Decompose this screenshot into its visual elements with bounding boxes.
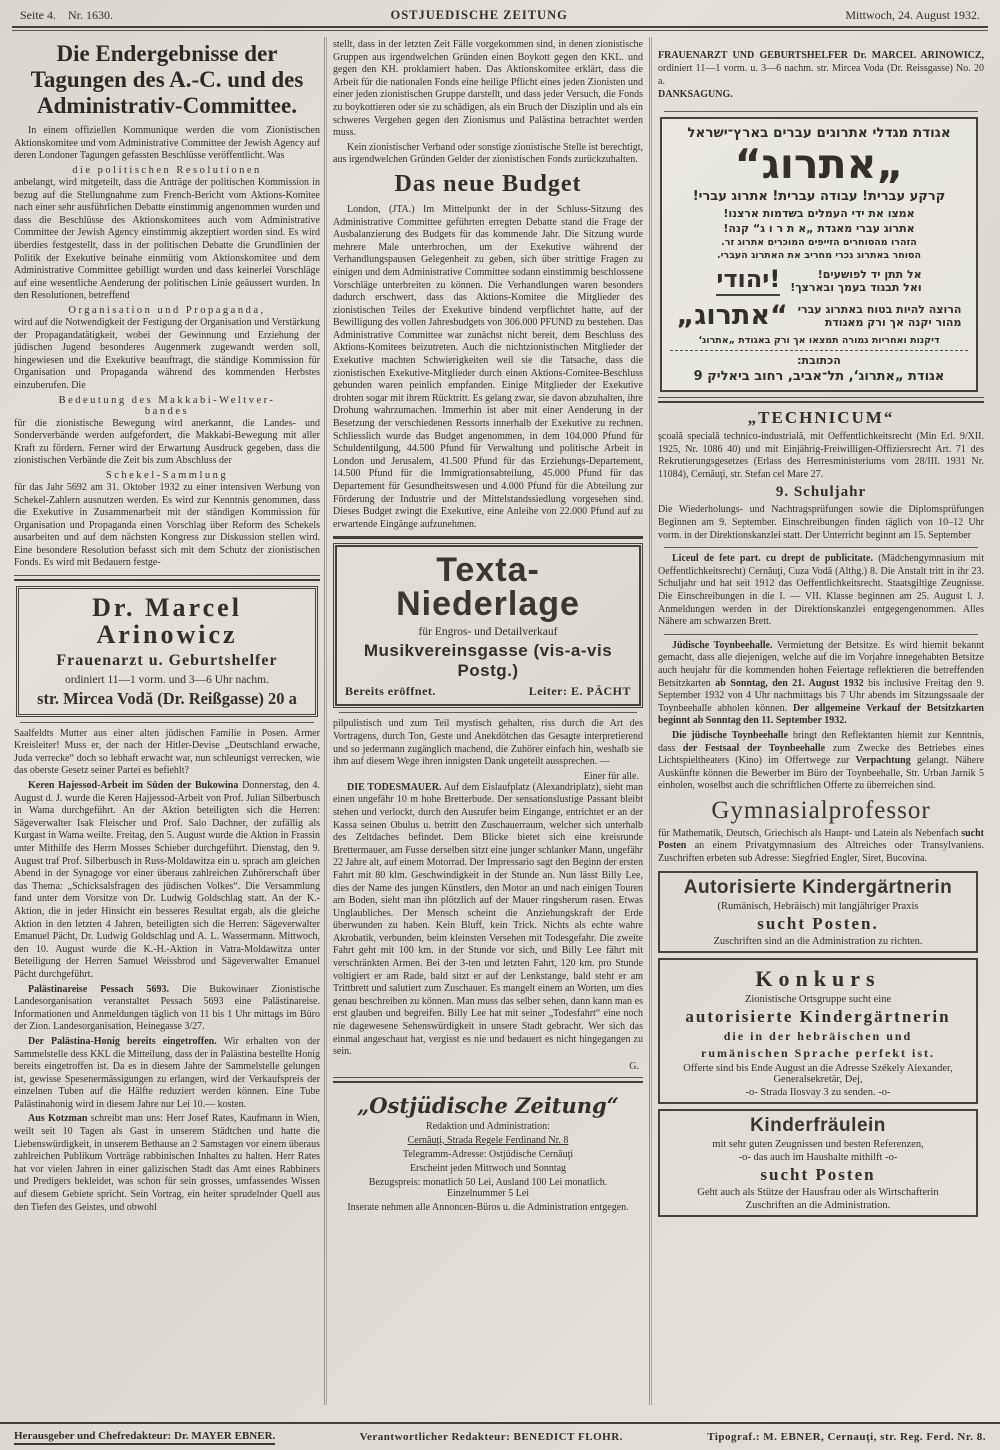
ad-texta-subtitle: für Engros- und Detailverkauf <box>418 626 558 639</box>
masthead-rule <box>12 26 988 31</box>
paragraph: In einem offiziellen Kommunique werden die vom Zionistischen Aktionskomitee und vom Administrative Committee der Jewish Agency auf deren Londoner Tagungen gefassten Beschlüsse veröffentlicht. Was <box>14 125 320 162</box>
ad-arinowicz-address: str. Mircea Vodă (Dr. Reißgasse) 20 a <box>37 688 297 708</box>
etrog-line: אגודת מגדלי אתרוגים עברים בארץ־ישראל <box>687 125 951 141</box>
footer-printer: Tipograf.: M. EBNER, Cernauţi, str. Reg. Ferd. Nr. 8. <box>707 1431 986 1443</box>
article-budget-body: London, (JTA.) Im Mittelpunkt der in der Schluss-Sitzung des Administrative Committee geführten erregten Debatte stand die Frage der Ausbalanzierung des Budgets für das kommende Jahr. Die Sitzung wurde mehrere Male unterbrochen, um der Exekutive während der Verhandlungspausen Gelegenheit zu geben, sich über strittige Fragen zu einigen und dem Administrative Committee sodann einstimmig beschlossene Vorschläge unterbreiten zu können. Die Verhandlungen waren besonders dadurch erschwert, dass das Aktions-Komitee die Mitglieder des zionistischen Teiles der Exekutive bindend verpflichtet hatte, auf der Bewilligung des vollen Jahresbudgets von 306.000 PFUND zu bestehen. Das Administrative Committee war zunächst nicht bereit, dem Beschluss des Aktions-Komitees beizutreten. Auch die nichtzionistischen Mitglieder der Exekutive machten Schwierigkeiten weil sie die Tatsache, dass die zionistischen Exekutive-Mitglieder durch einen Aktions-Comitee-Beschluss gebunden waren peinlich empfanden. Einige Mitglieder der Exekutive drohten sogar mit ihrem Rücktritt. Es gelang zwar, sie davon abzuhalten, ihre Drohung wahrzumachen. Immerhin ist aber mit einer Aenderung in der Besetzung der verschiedenen Ressorts innerhalb der Exekutive zu rechnen. Schliesslich wurde das Budget angenommen, in dem 104.000 Pfund für Schuldentilgung, 44.500 Pfund für Verwaltung und politische Arbeit in London und Jerusalem, 41.500 Pfund für das Erziehungs-Departement, 14.500 Pfund für die Immigrationsabteilung, 45.000 Pfund für das Departement für Gesundheitswesen und 4.000 Pfund für die Abteilung zur Förderung der Industrie und der Mittelstandssiedlung vorgesehen sind. Dieses Budget zwingt die Exekutive, eine Anleihe von 22.000 Pfund auf zu erwartende Eingänge aufzunehmen. <box>333 203 643 530</box>
subheading-makkabi: Bedeutung des Makkabi-Weltver- bandes <box>58 394 276 417</box>
column-middle <box>327 37 649 1405</box>
section-rule <box>664 111 978 112</box>
ad-etrog-box <box>660 117 978 392</box>
ad-konkurs-box: Konkurs Zionistische Ortsgruppe sucht eine autorisierte Kindergärtnerin die in der hebräischen und rumänischen Sprache perfekt ist. Offerte sind bis Ende August an die Adresse Székely Alexander, Generalsekretär, Dej, -o- Strada Ilosvay 3 zu senden. -o- <box>658 958 978 1104</box>
impressum-line: Erscheint jeden Mittwoch und Sonntag <box>409 1162 567 1174</box>
section-rule <box>658 397 984 403</box>
notice-toynbeehalle-2: Die jüdische Toynbeehalle bringt den Reflektanten hiemit zur Kenntnis, dass der Festsaal der Toynbeehalle zum Zwecke des Betriebes eines Lichtspieltheaters (Kino) im Offertwege zur Verpachtung gelangt. Nähere Auskünfte können die Bewerber im Büro der Toynbeehalle, Str. Urban Jarnik 5 einholen, woselbst auch die schriftlichen Offerte zu überreichen sind. <box>658 729 985 792</box>
paragraph-saalfeldt: Saalfeldts Mutter aus einer alten jüdischen Familie in Posen. Armer Kreisleiter! Muss er, der nach der Hitler-Devise „Deutschland erwache, Juda verrecke“ doch so lebhaft erwacht war, nun schleunigst verrecken, wie das oberste Gesetz seiner Partei es befiehlt? <box>14 727 320 777</box>
signature-row <box>333 771 643 782</box>
ad-texta-street: Musikvereinsgasse (vis-a-vis Postg.) <box>363 641 613 681</box>
masthead-left <box>20 8 113 23</box>
etrog-line: דיקנות ואחריות גמורה תמצאו אך ורק באגודת „אתרוג‘ <box>698 335 940 347</box>
section-rule <box>339 712 637 713</box>
article-title-endergebnisse: Die Endergebnisse der Tagungen des A.-C. und des Administrativ-Committee. <box>30 41 304 118</box>
newspaper-title: OSTJUEDISCHE ZEITUNG <box>390 8 568 22</box>
section-rule <box>333 536 643 539</box>
ad-arinowicz-hours: ordiniert 11—1 vorm. und 3—6 Uhr nachm. <box>65 673 269 686</box>
notice-danksagung: DANKSAGUNG. <box>658 89 733 100</box>
ad-gymnasialprofessor-body: für Mathematik, Deutsch, Griechisch als Haupt- und Latein als Nebenfach sucht Posten an einem Privatgymnasium des Altreiches oder Transylvaniens. Zuschriften erbeten sub Adresse: Siegfried Engler, Siret, Bucovina. <box>658 827 985 865</box>
paragraph: für die zionistische Bewegung wird anerkannt, die Landes- und Sonderverbände werden aufgefordert, die Makkabi-Bewegung mit aller Kraft zu fördern. Ferner wird der Erwartung Ausdruck gegeben, dass die zionistischen Verbände die Zeit bis zum Abschluss der <box>14 417 320 467</box>
article-todesmauer: DIE TODESMAUER. Auf dem Eislaufplatz (Alexandriplatz), sieht man einen ungefähr 10 m hohe Bretterbude. Der sensationslustige Passant bleibt stehen und verlockt, durch den Ausrufer beim Eingange, entrichtet er an der Kassa seinen Obulus u. betritt den Zuschauerraum, welcher sich unterhalb des Zeltdaches befindet. Dem Blicke bietet sich eine kreisrunde Brettermauer, am Fusse derselben sitzt eine junger schlanker Mann, ungefähr 22 Jahre alt, auf einem Motorrad. Der Impressario sagt den Beginn der ersten Fahrt mit 80 klm. Geschwindigkeit in der Stunde an. Nun lässt Billy Lee, dies der Name des jungen Künstlers, den Motor an und nach einigen Touren am Boden, sieht man ihn plötzlich auf der Mauer ringsherum rasen. Etwas Unglaubliches. Der Mensch scheint die Anziehungskraft der Erde überwunden zu haben. Kein Bluff, kein Trick. Nichts als echte wahre Akrobatik, verbunden, beim kleinsten Versehen mit Todesgefahr. Die zweite Fahrt geht mit 100 km. in der Stunde vor sich, und Billy Lee fährt mit verschränkten Armen. Bei der 3-ten und letzten Fahrt, 120 km. pro Stunde voltigiert er am Rade, bald sitzt er auf der Lenkstange, bald steht er am Trittbrett und salutiert zum Zuschauer. Es mangelt einem an Worten, um dies genau beschreiben zu können. Man muss das selber sehen, dann kann man es erst glauben und begreifen. Billy Lee hat mit seiner „Todesfahrt“ eine noch nie dagewesene Sehenswürdigkeit in unsere Stadt gebracht. Wer sich das einmal angeschaut hat, vergisst es nie und bedauert es nicht hingegangen zu sein. <box>333 781 643 1058</box>
masthead <box>12 6 988 26</box>
etrog-line: הזהרו מהסוחרים הזייפים המוכרים אתרוג זר. <box>721 237 917 249</box>
etrog-line: קרקע עברית! עבודה עברית! אתרוג עברי! <box>692 189 946 205</box>
impressum-title: „Ostjüdische Zeitung“ <box>357 1092 619 1118</box>
etrog-line: אמצו את ידי העמלים בשדמות ארצנו! <box>723 207 915 221</box>
etrog-brand: „אתרוג“ <box>676 300 788 332</box>
notice-schuljahr-title: 9. Schuljahr <box>775 484 867 501</box>
ad-gymnasialprofessor-title: Gymnasialprofessor <box>711 796 931 824</box>
notice-technicum-body: şcoală specială technico-industrială, mit Oeffentlichkeitsrecht (Min Erl. 9/XII. 1925, Nr. 1086 40) und mit Einjährig-Freiwilligen-Offiziersrecht Art. 71 des Rekrutierungsgesetzes (Erlass des Herresministeriums vom 28/III. 1931 Nr. 11084), Cernăuţi, str. Stefan cel Mare 27. <box>658 431 984 480</box>
ad-texta-open: Bereits eröffnet. <box>345 684 436 699</box>
etrog-brand-row: „אתרוג“ הרוצה להיות בטוח באתרוג עברי מהור יקנה אך ורק מאגודת <box>676 300 962 332</box>
page-footer <box>0 1422 1000 1450</box>
ad-kindergaertnerin-box: Autorisierte Kindergärtnerin (Rumänisch, Hebräisch) mit langjähriger Praxis sucht Posten. Zuschriften sind an die Administration zu richten. <box>658 871 978 953</box>
signature-row <box>333 1061 643 1072</box>
column-divider <box>324 37 327 1405</box>
subheading-organisation-propaganda: Organisation und Propaganda, <box>68 304 266 316</box>
etrog-title: „אתרוג“ <box>734 140 904 188</box>
notice-frauenarzt: FRAUENARZT UND GEBURTSHELFER Dr. MARCEL ARINOWICZ, ordiniert 11—1 vorm. u. 3—6 nachm. str. Mircea Voda (Dr. Reissgasse) No. 20 a. DANKSAGUNG. <box>658 50 984 100</box>
ad-kinderfraeulein-title: Kinderfräulein <box>750 1114 886 1136</box>
section-rule <box>333 1077 643 1083</box>
ad-texta-title: Texta-Niederlage <box>396 551 580 624</box>
paragraph: stellt, dass in der letzten Zeit Fälle vorgekommen sind, in denen zionistische Gruppen aus irgendwelchen Gründen einen Boykott gegen den KKL. und gegen den KH. proklamiert haben. Das Aktionskomitee erklärt, dass die Arbeit für die nationalen Fonds eine heilige Pflicht eines jeden Zionisten und einer jeden zionistischen Gruppe darstellt, und dass jeder Versuch, die Fonds zu boykottieren oder sie zu schädigen, als ein Bruch der Disziplin und als ein schweres Vergehen gegen den Zionismus und Palästina betrachtet werden muss. <box>333 39 643 139</box>
ad-arinowicz-specialty: Frauenarzt u. Geburtshelfer <box>56 651 278 669</box>
notice-schuljahr-body: Die Wiederholungs- und Nachtragsprüfungen sowie die Diplomsprüfungen Beginnen am 9. September. Einschreibungen finden täglich von 10–12 Uhr vorm. in der Direktionskanzlei statt. Der Unterricht beginnt am 15. September <box>658 504 984 541</box>
footer-editor: Verantwortlicher Redakteur: BENEDICT FLOHR. <box>359 1431 623 1443</box>
paragraph: für das Jahr 5692 am 31. Oktober 1932 zu einer intensiven Werbung von Schekel-Zahlern ausnutzen werden. Es wird zur Kenntnis genommen, dass die Exekutive in Zusammenarbeit mit der ständigen Kommission für Organisation und Propaganda einen Vorschlag über Reform des Schekels ausarbeiten und auf dem nächsten Kongress zur Diskussion stellen wird. Eine besondere Resolution befasst sich mit dem Schutz der zionistischen Fonds. Es wird mit Bedauern festge- <box>14 481 320 569</box>
column-left <box>12 37 324 1405</box>
paragraph: Kein zionistischer Verband oder sonstige zionistische Stelle ist berechtigt, aus irgendwelchen Gründen Gelder der zionistischen Fonds zurückzuhalten. <box>333 141 643 166</box>
ad-arinowicz-box <box>16 586 318 717</box>
ad-arinowicz-name: Dr. Marcel Arinowicz <box>92 593 242 650</box>
ad-texta-box <box>335 545 641 706</box>
notice-technicum-title: „TECHNICUM“ <box>747 408 895 428</box>
article-honig: Der Palästina-Honig bereits eingetroffen. Wir erhalten von der Sammelstelle dess KKL die Mitteilung, dass der in Palästina bestellte Honig bereits eingetroffen ist. Da es in diesem Jahre der Sammelstelle gelungen ist, gewisse Spesenermässigungen zu erlangen, wird der Verkaufspreis der einzelnen Tuben auf die Hälfte reduziert werden können. Eine Tube Palästinahonig wird in diesem Jahre nur Lei 10.— kosten. <box>14 1035 320 1110</box>
subheading-schekel: Schekel-Sammlung <box>105 469 229 481</box>
article-title-budget: Das neue Budget <box>394 170 582 197</box>
footer-publisher: Herausgeber und Chefredakteur: Dr. MAYER EBNER. <box>14 1430 275 1445</box>
etrog-address: אגודת „אתרוג‘, תל־אביב, רחוב ביאליק 9 <box>693 369 945 385</box>
etrog-yehudi-row: יהודי! אל תתן יד לפושעים! ואל תבגוד בעמך ובארצך! <box>670 265 968 296</box>
paragraph: anbelangt, wird mitgeteilt, dass die Anträge der politischen Kommission in bezug auf die Stellungnahme zum French-Bericht vom Aktions-Komitee nach einer sehr ausführlichen Debatte einstimmig angenommen wurden und dass die Beschlüsse des Aktionskomitees auch vom Administrative Committee der Jewish Agency einstimmig akzeptiert worden sind. Es wird überdies festgestellt, dass in der politischen Debatte die Grundlinien der Politik der Exekutive beinahe einmütig vom Aktionskomitee und dem Administrative Committee gebilligt wurden und dass keinerlei Vorschläge auf eine wesentliche Aenderung der politischen Linie geäussert wurden. In den Resolutionen, betreffend <box>14 177 320 302</box>
issue-number: Nr. 1630. <box>68 8 113 22</box>
article-keren-title: Keren Hajessod-Arbeit im Süden der Bukowina <box>28 780 239 792</box>
column-right <box>652 37 986 1405</box>
paragraph: pilpulistisch und zum Teil mystisch gehalten, riss durch die Art des Vortragens, durch Ton, Geste und Anekdötchen das Gesagte interpretierend und so jedermann zugänglich machend, die Zuhörer einfach hin, weshalb sie ihm auf diesem Wege ihren innigsten Dank ungeteilt aussprechen. — <box>333 718 643 768</box>
article-kotzman: Aus Kotzman schreibt man uns: Herr Josef Rates, Kaufmann in Wien, weilt seit 10 Tagen als Gast in unserem Städtchen und hatte die Liebenswürdigkeit, in unserem Bethause an 2 Samstagen vor einem überaus zahlreichen Publikum Vorträge rabbinischen Inhaltes zu halten. Herr Rates hat vor vielen Jahren in einer galizischen Stadt das Amt eines Rabbiners und Predigers bekleidet, was schon für sein grosses, umfassendes Wissen auf diesem Gebiete spricht. Sein Vortrag, ein heiter sprudelnder Quell aus den Tiefen des Geistes, und obwohl <box>14 1113 320 1213</box>
etrog-yehudi: יהודי! <box>716 265 780 296</box>
ad-konkurs-title: Konkurs <box>755 965 881 991</box>
columns <box>12 37 988 1405</box>
ad-kinderfraeulein-box: Kinderfräulein mit sehr guten Zeugnissen und besten Referenzen, -o- das auch im Haushalte mithilft -o- sucht Posten Geht auch als Stütze der Hausfrau oder als Wirtschafterin Zuschriften an die Administration. <box>658 1109 978 1217</box>
subheading-politische-resolutionen: die politischen Resolutionen <box>72 165 262 177</box>
ad-kindergaertnerin-title: Autorisierte Kindergärtnerin <box>683 876 953 898</box>
impressum-line: Inserate nehmen alle Annoncen-Büros u. die Administration entgegen. <box>347 1201 629 1213</box>
etrog-line: אתרוג עברי מאגדת „א ת ר ו ג“ קנה! <box>723 222 915 236</box>
impressum-line: Telegramm-Adresse: Ostjüdische Cernăuţi <box>402 1148 574 1160</box>
impressum-line: Cernăuţi, Strada Regele Ferdinand Nr. 8 <box>407 1134 569 1146</box>
signature-g: G. <box>629 1060 639 1072</box>
impressum-line: Redaktion und Administration: <box>426 1120 550 1132</box>
signature-einer-fuer-alle: Einer für alle. <box>583 770 639 782</box>
etrog-line: הסוחר באתרוג נכרי מחריב את האתרוג העברי. <box>716 250 921 262</box>
section-rule <box>20 722 314 723</box>
notice-liceul: Liceul de fete part. cu drept de publicitate. (Mädchengymnasium mit Oeffentlichkeitsrecht) Cernăuţi, Cuza Vodă (Althg.) 8. Die Anstalt tritt in ihr 23. Schuljahr und hat seit 1912 das Oeffentlichkeitsrecht. Staatsgiltige Zeugnisse. Die Einschreibungen in die I. — VII. Klasse beginnen am 25. August l. J. Anmeldungen werden in der Direktionskanzlei entgegengenommen. Alles Nähere am schwarzen Brett. <box>658 553 984 628</box>
impressum-box <box>333 1088 643 1215</box>
article-keren: Keren Hajessod-Arbeit im Süden der Bukowina Donnerstag, den 4. August d. J. wurde die Keren Hajjessod-Arbeit von Prof. Julian Silberbusch in Wama durchgeführt. An der Aktion beteiligten sich die Herren: Sägeverwalter Isak Fleischer und Prof. Salo Dachner, der zufällig als Kurgast in Wama weilte. Freitag, den 5. August wurde die Aktion in Frassin unter Mithilfe des Herrn Mosses Schieber durchgeführt. Dienstag, den 9. August traf Prof. Silberbusch in Russ-Moldawitza ein u. sprach am gleichen Abend in der Synagoge vor einer überaus zahlreichen Zuhörerschaft über das Thema: „Schicksalsfragen des jüdischen Volkes“. Die Versammlung fand unter dem Vorsitze von Dr. Ludwig Goldschlag statt. An der K.-Aktion, die in jeder Hinsicht ein besseres Resultat ergab, als die gleiche Aktion in den letzten 4 Jahren, beteiligten sich die Herren: Sägeverwalter Emanuel Pächt, Dr. Ludwig Goldschlag und A. L. Wassermann. Mittwoch, den 10. August wurde die K.-H.-Aktion in Vatra-Moldawitza unter Beteiligung der Herren Samuel Weissbrod und Sägeverwalter Emanuel Pächt durchgeführt. <box>14 780 320 980</box>
page-number: Seite 4. <box>20 8 56 22</box>
article-palaestinareise: Palästinareise Pessach 5693. Die Bukowinaer Zionistische Landesorganisation veranstaltet Pessach 5693 eine Palästinareise. Informationen und Anmeldungen täglich von 11 bis 1 Uhr mittags im Büro der Zion. Landesorganisation, Heinegasse 3/27. <box>14 983 321 1033</box>
issue-date: Mittwoch, 24. August 1932. <box>845 8 980 22</box>
section-rule <box>14 575 320 581</box>
paragraph: wird auf die Notwendigkeit der Festigung der Organisation und Verstärkung der Propagandatätigkeit, wobei der Gewinnung und Erziehung der jüdischen Jugend besonderes Augenmerk zugewandt werden soll, hingewiesen und die Exekutive beauftragt, die ständige Kommission für Organisation und Propaganda während des kommenden Herbstes einzuberufen. Die <box>14 316 320 391</box>
ad-texta-leiter: Leiter: E. PÄCHT <box>528 684 631 699</box>
ad-texta-footer <box>345 684 631 699</box>
notice-toynbeehalle-1: Jüdische Toynbeehalle. Vermietung der Betsitze. Es wird hiemit bekannt gemacht, dass alle diejenigen, welche auf die im Vorjahre innegehabten Betsitze auch heujahr für die kommenden hohen Feiertage reflektieren die betreffenden Betsitzkarten ab Sonntag, den 21. August 1932 bis inclusive Freitag den 9. September 1932 von 4 Uhr nachmittags bis 7 Uhr abends im Sitzungssaale der Toynbeehalle abholen können. Der allgemeine Verkauf der Betsitzkarten beginnt ab Sonntag den 11. September 1932. <box>658 639 985 727</box>
column-divider <box>649 37 652 1405</box>
section-rule <box>664 634 978 635</box>
section-rule <box>664 547 978 548</box>
etrog-address-label: הכתובת: <box>670 350 968 367</box>
impressum-line: Bezugspreis: monatlich 50 Lei, Ausland 100 Lei monatlich. Einzelnummer 5 Lei <box>368 1176 608 1199</box>
